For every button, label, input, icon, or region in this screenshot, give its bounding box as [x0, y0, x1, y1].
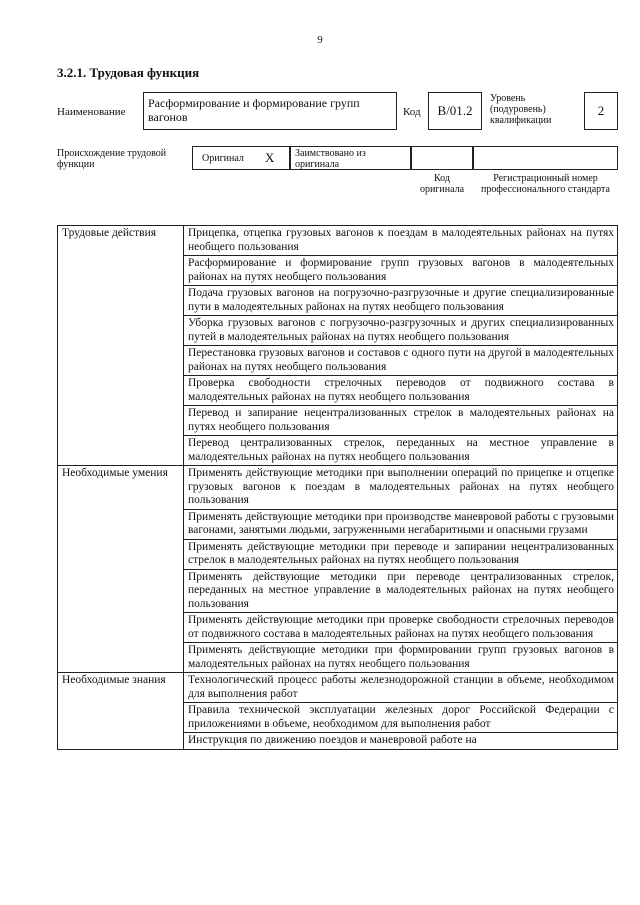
- level-label: Уровень (подуровень) квалификации: [490, 93, 552, 126]
- original-box: [192, 146, 290, 170]
- section-item: Применять действующие методики при переводе централизованных стрелок, переданных на местное управление в малодеятельных районах на путях необщего пользования: [184, 569, 618, 613]
- code-value: В/01.2: [437, 103, 473, 118]
- page-number: 9: [317, 34, 323, 46]
- code-box: [428, 92, 482, 130]
- section-item: Применять действующие методики при формировании групп грузовых вагонов в малодеятельных районах на путях необщего пользования: [184, 643, 618, 673]
- section-item: Проверка свободности стрелочных переводов от подвижного состава в малодеятельных районах на путях необщего пользования: [184, 376, 618, 406]
- section-item: Инструкция по движению поездов и маневровой работе на: [184, 733, 618, 750]
- name-label: Наименование: [57, 106, 126, 118]
- name-value: Расформирование и формирование групп вагонов: [148, 96, 360, 124]
- section-title-cell: Трудовые действия: [58, 226, 184, 466]
- level-box: [584, 92, 618, 130]
- borrowed-box: [290, 146, 411, 170]
- table-row: [58, 673, 618, 703]
- section-item: Уборка грузовых вагонов с погрузочно-разгрузочных и других специализированных путей в малодеятельных районах на путях необщего пользования: [184, 316, 618, 346]
- original-code-box: [411, 146, 473, 170]
- section-title-cell: Необходимые умения: [58, 466, 184, 673]
- section-title: 3.2.1. Трудовая функция: [57, 65, 200, 80]
- original-label: Оригинал: [202, 153, 244, 164]
- section-item: Применять действующие методики при производстве маневровой работы с грузовыми вагонами, занятыми людьми, загруженными негабаритными и опасными грузами: [184, 509, 618, 539]
- section-item: Перевод и запирание нецентрализованных стрелок в малодеятельных районах на путях необщего пользования: [184, 406, 618, 436]
- reg-number-label: Регистрационный номер профессионального стандарта: [481, 173, 610, 195]
- level-value: 2: [597, 103, 605, 118]
- section-item: Подача грузовых вагонов на погрузочно-разгрузочные и другие специализированные пути в малодеятельных районах на путях необщего пользования: [184, 286, 618, 316]
- section-item: Технологический процесс работы железнодорожной станции в объеме, необходимом для выполнения работ: [184, 673, 618, 703]
- code-label: Код: [403, 106, 421, 118]
- reg-number-box: [473, 146, 618, 170]
- section-item: Прицепка, отцепка грузовых вагонов к поездам в малодеятельных районах на путях необщего пользования: [184, 226, 618, 256]
- section-item: Перестановка грузовых вагонов и составов с одного пути на другой в малодеятельных районах на путях необщего пользования: [184, 346, 618, 376]
- section-item: Применять действующие методики при проверке свободности стрелочных переводов от подвижного состава в малодеятельных районах на путях необщего пользования: [184, 613, 618, 643]
- section-item: Перевод централизованных стрелок, переданных на местное управление в малодеятельных районах на путях необщего пользования: [184, 436, 618, 466]
- borrowed-label: Заимствовано из оригинала: [295, 148, 366, 170]
- table-row: [58, 466, 618, 510]
- function-table: [57, 225, 618, 750]
- original-code-label: Код оригинала: [419, 173, 465, 195]
- section-item: Применять действующие методики при выполнении операций по прицепке и отцепке грузовых вагонов к поездам в малодеятельных районах на путях необщего пользования: [184, 466, 618, 510]
- table-row: [58, 226, 618, 256]
- name-box: [143, 92, 397, 130]
- original-mark: X: [265, 150, 275, 165]
- origin-label: Происхождение трудовой функции: [57, 148, 167, 170]
- section-item: Правила технической эксплуатации железных дорог Российской Федерации с приложениями в объеме, необходимом для выполнения работ: [184, 703, 618, 733]
- section-item: Применять действующие методики при переводе и запирании нецентрализованных стрелок в малодеятельных районах на путях необщего пользования: [184, 539, 618, 569]
- section-item: Расформирование и формирование групп грузовых вагонов в малодеятельных районах на путях необщего пользования: [184, 256, 618, 286]
- section-title-cell: Необходимые знания: [58, 673, 184, 750]
